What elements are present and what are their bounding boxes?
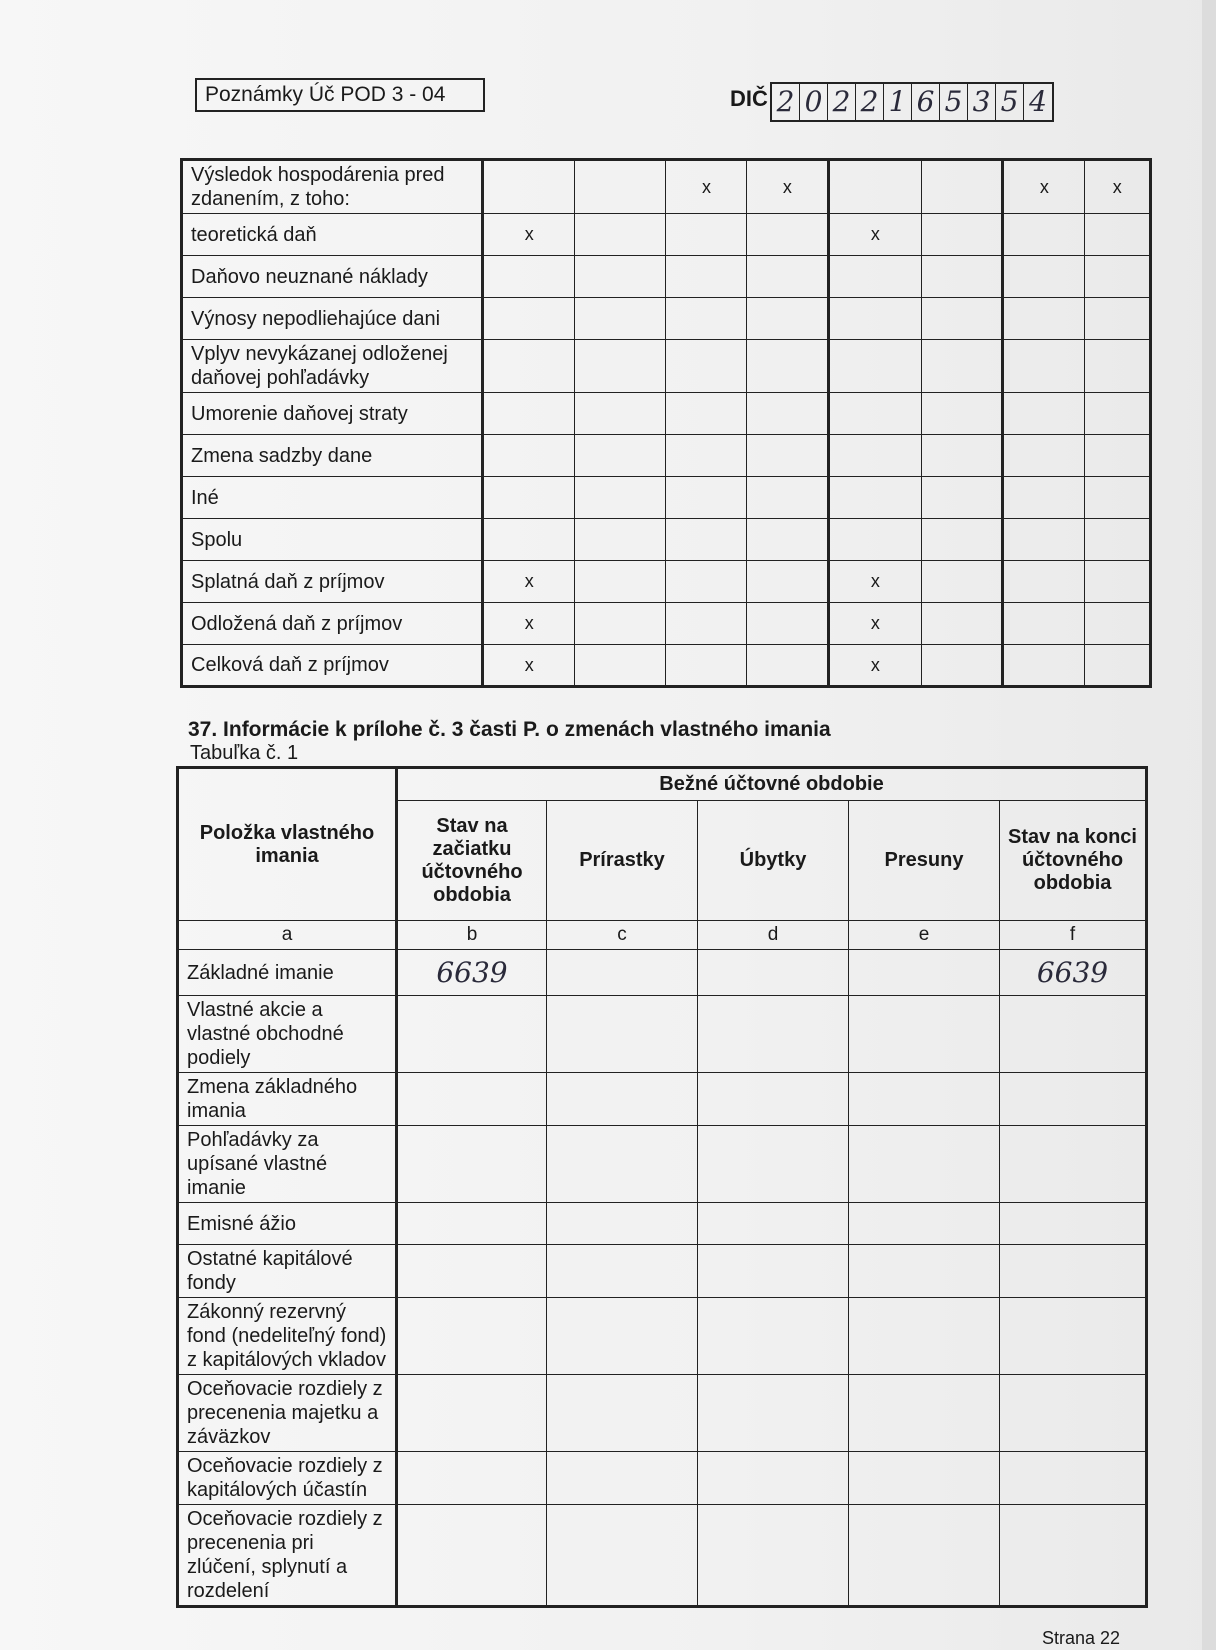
dic-label: DIČ xyxy=(730,86,768,111)
equity-cell-f xyxy=(1000,1375,1147,1452)
equity-cell-b: 6639 xyxy=(397,950,547,996)
tax-cell xyxy=(575,160,666,214)
equity-table-row xyxy=(178,1073,1147,1126)
tax-reconciliation-table xyxy=(180,158,1152,688)
equity-table-row xyxy=(178,1505,1147,1607)
tax-cell xyxy=(747,214,829,256)
tax-cell xyxy=(1085,477,1151,519)
tax-table-row xyxy=(182,477,1151,519)
equity-cell-b xyxy=(397,1245,547,1298)
equity-cell-d xyxy=(698,950,849,996)
tax-cell xyxy=(747,603,829,645)
tax-row-label: Umorenie daňovej straty xyxy=(182,393,483,435)
tax-cell xyxy=(483,340,575,393)
equity-cell-e xyxy=(849,950,1000,996)
tax-cell xyxy=(1003,603,1085,645)
col-header-c: Prírastky xyxy=(547,801,698,921)
tax-row-label: Výsledok hospodárenia pred zdanením, z toho: xyxy=(182,160,483,214)
tax-cell xyxy=(483,435,575,477)
equity-cell-d xyxy=(698,996,849,1073)
tax-cell xyxy=(483,393,575,435)
section-37-title: 37. Informácie k prílohe č. 3 časti P. o zmenách vlastného imania xyxy=(188,718,831,741)
tax-cell: x xyxy=(483,603,575,645)
equity-cell-b xyxy=(397,1298,547,1375)
dic-digit: 5 xyxy=(996,84,1024,120)
equity-row-label: Zákonný rezervný fond (nedeliteľný fond) z kapitálových vkladov xyxy=(178,1298,397,1375)
tax-cell xyxy=(747,561,829,603)
section-37-subtitle: Tabuľka č. 1 xyxy=(190,742,299,764)
equity-cell-f xyxy=(1000,1245,1147,1298)
tax-cell xyxy=(1085,393,1151,435)
equity-row-label: Pohľadávky za upísané vlastné imanie xyxy=(178,1126,397,1203)
tax-table-row xyxy=(182,519,1151,561)
tax-cell: x xyxy=(483,645,575,687)
equity-changes-table xyxy=(176,766,1148,1608)
tax-cell xyxy=(921,645,1003,687)
tax-cell xyxy=(575,645,666,687)
equity-row-label: Základné imanie xyxy=(178,950,397,996)
tax-cell xyxy=(829,435,921,477)
tax-row-label: teoretická daň xyxy=(182,214,483,256)
tax-table-row xyxy=(182,561,1151,603)
tax-cell xyxy=(575,561,666,603)
tax-cell xyxy=(747,519,829,561)
equity-cell-d xyxy=(698,1245,849,1298)
tax-cell xyxy=(747,435,829,477)
equity-cell-e xyxy=(849,1203,1000,1245)
equity-row-label: Emisné ážio xyxy=(178,1203,397,1245)
equity-cell-b xyxy=(397,1505,547,1607)
tax-table-row xyxy=(182,435,1151,477)
equity-cell-d xyxy=(698,1375,849,1452)
dic-field xyxy=(770,82,1054,122)
tax-cell: x xyxy=(829,561,921,603)
equity-cell-b xyxy=(397,996,547,1073)
equity-table-row xyxy=(178,1203,1147,1245)
tax-cell: x xyxy=(483,561,575,603)
col-letter: c xyxy=(547,921,698,950)
dic-digit: 2 xyxy=(856,84,884,120)
tax-cell xyxy=(666,519,747,561)
tax-cell xyxy=(575,256,666,298)
equity-cell-f: 6639 xyxy=(1000,950,1147,996)
tax-cell xyxy=(666,340,747,393)
equity-cell-f xyxy=(1000,1298,1147,1375)
tax-cell: x xyxy=(666,160,747,214)
equity-row-label: Zmena základného imania xyxy=(178,1073,397,1126)
equity-cell-e xyxy=(849,1298,1000,1375)
tax-cell xyxy=(829,298,921,340)
tax-cell xyxy=(666,256,747,298)
tax-cell: x xyxy=(829,214,921,256)
tax-row-label: Iné xyxy=(182,477,483,519)
tax-cell xyxy=(666,393,747,435)
tax-cell xyxy=(666,435,747,477)
tax-cell xyxy=(921,519,1003,561)
tax-cell xyxy=(829,340,921,393)
tax-table-row xyxy=(182,603,1151,645)
page-number: Strana 22 xyxy=(1042,1628,1121,1648)
tax-row-label: Daňovo neuznané náklady xyxy=(182,256,483,298)
dic-digit: 1 xyxy=(884,84,912,120)
tax-cell xyxy=(483,298,575,340)
tax-cell xyxy=(1003,519,1085,561)
equity-cell-f xyxy=(1000,1126,1147,1203)
tax-cell xyxy=(666,477,747,519)
equity-row-label: Oceňovacie rozdiely z precenenia pri zlúčení, splynutí a rozdelení xyxy=(178,1505,397,1607)
dic-digit: 2 xyxy=(828,84,856,120)
tax-row-label: Splatná daň z príjmov xyxy=(182,561,483,603)
equity-cell-e xyxy=(849,1452,1000,1505)
col-header-b: Stav na začiatku účtovného obdobia xyxy=(397,801,547,921)
tax-cell xyxy=(1003,435,1085,477)
tax-cell xyxy=(1003,214,1085,256)
tax-cell xyxy=(921,340,1003,393)
scan-edge xyxy=(1202,0,1216,1650)
tax-cell xyxy=(575,519,666,561)
tax-table-row xyxy=(182,393,1151,435)
tax-cell xyxy=(666,298,747,340)
equity-cell-b xyxy=(397,1452,547,1505)
tax-cell xyxy=(483,160,575,214)
equity-table-row xyxy=(178,1126,1147,1203)
tax-cell xyxy=(575,603,666,645)
tax-row-label: Spolu xyxy=(182,519,483,561)
tax-cell xyxy=(1085,519,1151,561)
tax-cell xyxy=(829,393,921,435)
tax-cell xyxy=(1003,393,1085,435)
tax-cell xyxy=(1085,340,1151,393)
col-letter: d xyxy=(698,921,849,950)
tax-cell xyxy=(921,435,1003,477)
equity-cell-b xyxy=(397,1203,547,1245)
tax-cell xyxy=(747,256,829,298)
tax-cell xyxy=(921,298,1003,340)
tax-cell xyxy=(1085,435,1151,477)
tax-cell xyxy=(829,256,921,298)
tax-row-label: Vplyv nevykázanej odloženej daňovej pohľadávky xyxy=(182,340,483,393)
equity-table-row xyxy=(178,1452,1147,1505)
tax-cell xyxy=(921,393,1003,435)
equity-cell-d xyxy=(698,1452,849,1505)
equity-cell-e xyxy=(849,1505,1000,1607)
tax-table-row xyxy=(182,256,1151,298)
form-label: Poznámky Úč POD 3 - 04 xyxy=(195,78,485,112)
equity-cell-b xyxy=(397,1126,547,1203)
equity-cell-c xyxy=(547,1245,698,1298)
tax-cell xyxy=(921,256,1003,298)
col-letter: f xyxy=(1000,921,1147,950)
equity-cell-c xyxy=(547,1375,698,1452)
equity-table-row xyxy=(178,1375,1147,1452)
equity-cell-d xyxy=(698,1073,849,1126)
tax-cell xyxy=(829,477,921,519)
tax-cell xyxy=(1003,298,1085,340)
tax-cell xyxy=(921,561,1003,603)
dic-digit: 4 xyxy=(1029,85,1047,118)
tax-row-label: Výnosy nepodliehajúce dani xyxy=(182,298,483,340)
equity-cell-c xyxy=(547,1452,698,1505)
tax-table-row xyxy=(182,298,1151,340)
tax-cell xyxy=(1085,256,1151,298)
tax-cell xyxy=(1003,340,1085,393)
tax-cell xyxy=(483,256,575,298)
dic-digit: 0 xyxy=(800,84,828,120)
tax-cell xyxy=(1003,256,1085,298)
tax-cell: x xyxy=(829,603,921,645)
equity-cell-f xyxy=(1000,1203,1147,1245)
equity-row-label: Oceňovacie rozdiely z precenenia majetku a záväzkov xyxy=(178,1375,397,1452)
tax-cell xyxy=(575,214,666,256)
equity-cell-f xyxy=(1000,996,1147,1073)
tax-cell xyxy=(666,645,747,687)
tax-cell xyxy=(483,519,575,561)
equity-cell-f xyxy=(1000,1073,1147,1126)
equity-cell-c xyxy=(547,1298,698,1375)
tax-cell xyxy=(575,393,666,435)
col-header-e: Presuny xyxy=(849,801,1000,921)
tax-cell xyxy=(575,477,666,519)
tax-cell xyxy=(483,477,575,519)
col-header-item-label: Položka vlastného imania xyxy=(199,821,375,867)
tax-cell xyxy=(1085,645,1151,687)
equity-cell-d xyxy=(698,1126,849,1203)
group-header-current-period: Bežné účtovné obdobie xyxy=(397,768,1147,801)
equity-cell-e xyxy=(849,1245,1000,1298)
tax-row-label: Zmena sadzby dane xyxy=(182,435,483,477)
tax-cell xyxy=(666,214,747,256)
tax-cell xyxy=(747,298,829,340)
tax-cell: x xyxy=(747,160,829,214)
dic-digit: 2 xyxy=(772,84,800,120)
equity-cell-c xyxy=(547,950,698,996)
tax-cell xyxy=(666,561,747,603)
col-letter: b xyxy=(397,921,547,950)
equity-cell-c xyxy=(547,996,698,1073)
tax-cell: x xyxy=(829,645,921,687)
tax-cell xyxy=(921,603,1003,645)
equity-cell-c xyxy=(547,1073,698,1126)
col-header-d: Úbytky xyxy=(698,801,849,921)
col-letter: e xyxy=(849,921,1000,950)
tax-cell: x xyxy=(1085,160,1151,214)
tax-cell xyxy=(575,435,666,477)
tax-cell xyxy=(1085,298,1151,340)
tax-cell xyxy=(575,340,666,393)
tax-cell xyxy=(747,393,829,435)
tax-row-label: Odložená daň z príjmov xyxy=(182,603,483,645)
tax-cell xyxy=(666,603,747,645)
tax-cell xyxy=(921,477,1003,519)
col-header-item xyxy=(178,768,397,921)
dic-digit: 5 xyxy=(940,84,968,120)
tax-cell xyxy=(747,477,829,519)
tax-cell xyxy=(1085,561,1151,603)
dic-digit: 3 xyxy=(968,84,996,120)
equity-cell-d xyxy=(698,1505,849,1607)
equity-cell-c xyxy=(547,1203,698,1245)
tax-cell xyxy=(1003,645,1085,687)
equity-cell-f xyxy=(1000,1452,1147,1505)
tax-cell xyxy=(829,519,921,561)
dic-digit: 6 xyxy=(912,84,940,120)
tax-cell xyxy=(747,645,829,687)
tax-cell xyxy=(1085,214,1151,256)
tax-table-row xyxy=(182,645,1151,687)
equity-table-row xyxy=(178,1245,1147,1298)
tax-cell xyxy=(747,340,829,393)
equity-cell-e xyxy=(849,1375,1000,1452)
equity-cell-f xyxy=(1000,1505,1147,1607)
equity-cell-c xyxy=(547,1126,698,1203)
tax-cell: x xyxy=(1003,160,1085,214)
equity-cell-c xyxy=(547,1505,698,1607)
tax-cell: x xyxy=(483,214,575,256)
equity-row-label: Oceňovacie rozdiely z kapitálových účastín xyxy=(178,1452,397,1505)
equity-cell-b xyxy=(397,1073,547,1126)
equity-row-label: Vlastné akcie a vlastné obchodné podiely xyxy=(178,996,397,1073)
equity-table-row xyxy=(178,996,1147,1073)
equity-table-row xyxy=(178,1298,1147,1375)
equity-cell-e xyxy=(849,996,1000,1073)
equity-cell-b xyxy=(397,1375,547,1452)
equity-cell-d xyxy=(698,1298,849,1375)
tax-cell xyxy=(1003,477,1085,519)
tax-cell xyxy=(921,214,1003,256)
equity-table-row xyxy=(178,950,1147,996)
tax-cell xyxy=(829,160,921,214)
equity-row-label: Ostatné kapitálové fondy xyxy=(178,1245,397,1298)
col-letter: a xyxy=(178,921,397,950)
tax-cell xyxy=(921,160,1003,214)
tax-table-row xyxy=(182,214,1151,256)
tax-row-label: Celková daň z príjmov xyxy=(182,645,483,687)
equity-cell-e xyxy=(849,1073,1000,1126)
tax-cell xyxy=(1085,603,1151,645)
tax-table-row xyxy=(182,160,1151,214)
equity-cell-e xyxy=(849,1126,1000,1203)
tax-cell xyxy=(575,298,666,340)
tax-table-row xyxy=(182,340,1151,393)
col-header-f: Stav na konci účtovného obdobia xyxy=(1000,801,1147,921)
equity-cell-d xyxy=(698,1203,849,1245)
tax-cell xyxy=(1003,561,1085,603)
